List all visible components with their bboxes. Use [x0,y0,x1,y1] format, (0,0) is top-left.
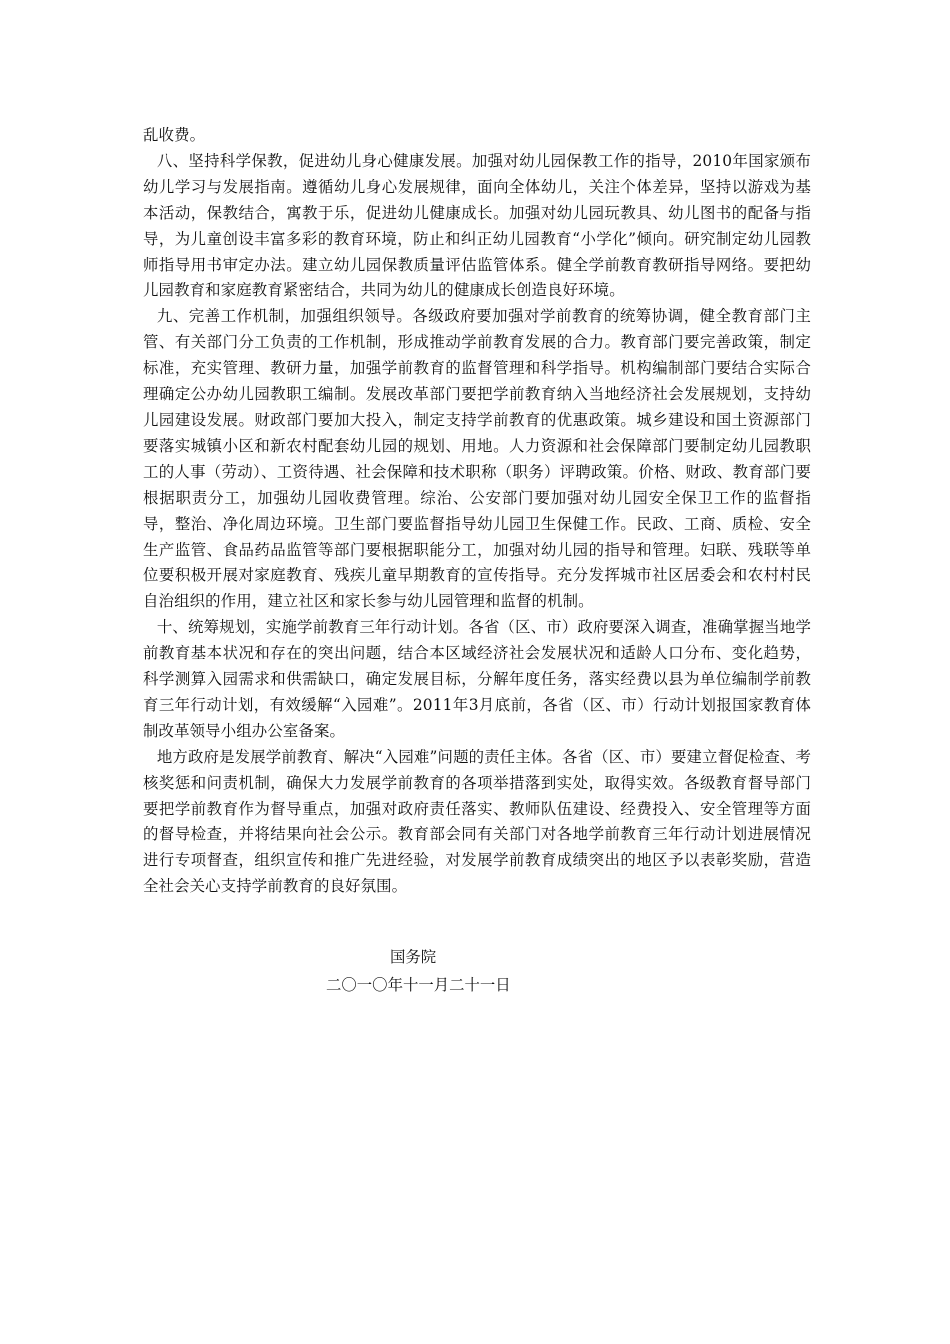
document-body [143,123,811,900]
paragraph-continuation: 乱收费。 [143,126,206,144]
signature-organization: 国务院 [390,948,437,966]
paragraph-section-10: 十、统筹规划，实施学前教育三年行动计划。各省（区、市）政府要深入调查，准确掌握当地学前教育基本状况和存在的突出问题，结合本区域经济社会发展状况和适龄人口分布、变化趋势，科学测算入园需求和供需缺口，确定发展目标，分解年度任务，落实经费以县为单位编制学前教育三年行动计划，有效缓解“入园难”。2011年3月底前，各省（区、市）行动计划报国家教育体制改革领导小组办公室备案。 [143,618,811,740]
paragraph-conclusion: 地方政府是发展学前教育、解决“入园难”问题的责任主体。各省（区、市）要建立督促检查、考核奖惩和问责机制，确保大力发展学前教育的各项举措落到实处，取得实效。各级教育督导部门要把学前教育作为督导重点，加强对政府责任落实、教师队伍建设、经费投入、安全管理等方面的督导检查，并将结果向社会公示。教育部会同有关部门对各地学前教育三年行动计划进展情况进行专项督查，组织宣传和推广先进经验，对发展学前教育成绩突出的地区予以表彰奖励，营造全社会关心支持学前教育的良好氛围。 [143,747,811,896]
paragraph-section-8: 八、坚持科学保教，促进幼儿身心健康发展。加强对幼儿园保教工作的指导，2010年国家颁布幼儿学习与发展指南。遵循幼儿身心发展规律，面向全体幼儿，关注个体差异，坚持以游戏为基本活动，保教结合，寓教于乐，促进幼儿健康成长。加强对幼儿园玩教具、幼儿图书的配备与指导，为儿童创设丰富多彩的教育环境，防止和纠正幼儿园教育“小学化”倾向。研究制定幼儿园教师指导用书审定办法。建立幼儿园保教质量评估监管体系。健全学前教育教研指导网络。要把幼儿园教育和家庭教育紧密结合，共同为幼儿的健康成长创造良好环境。 [143,151,811,300]
signature-date: 二〇一〇年十一月二十一日 [326,976,511,994]
paragraph-section-9: 九、完善工作机制，加强组织领导。各级政府要加强对学前教育的统筹协调，健全教育部门主管、有关部门分工负责的工作机制，形成推动学前教育发展的合力。教育部门要完善政策，制定标准，充实管理、教研力量，加强学前教育的监督管理和科学指导。机构编制部门要结合实际合理确定公办幼儿园教职工编制。发展改革部门要把学前教育纳入当地经济社会发展规划，支持幼儿园建设发展。财政部门要加大投入，制定支持学前教育的优惠政策。城乡建设和国土资源部门要落实城镇小区和新农村配套幼儿园的规划、用地。人力资源和社会保障部门要制定幼儿园教职工的人事（劳动）、工资待遇、社会保障和技术职称（职务）评聘政策。价格、财政、教育部门要根据职责分工，加强幼儿园收费管理。综治、公安部门要加强对幼儿园安全保卫工作的监督指导，整治、净化周边环境。卫生部门要监督指导幼儿园卫生保健工作。民政、工商、质检、安全生产监管、食品药品监管等部门要根据职能分工，加强对幼儿园的指导和管理。妇联、残联等单位要积极开展对家庭教育、残疾儿童早期教育的宣传指导。充分发挥城市社区居委会和农村村民自治组织的作用，建立社区和家长参与幼儿园管理和监督的机制。 [143,307,811,611]
